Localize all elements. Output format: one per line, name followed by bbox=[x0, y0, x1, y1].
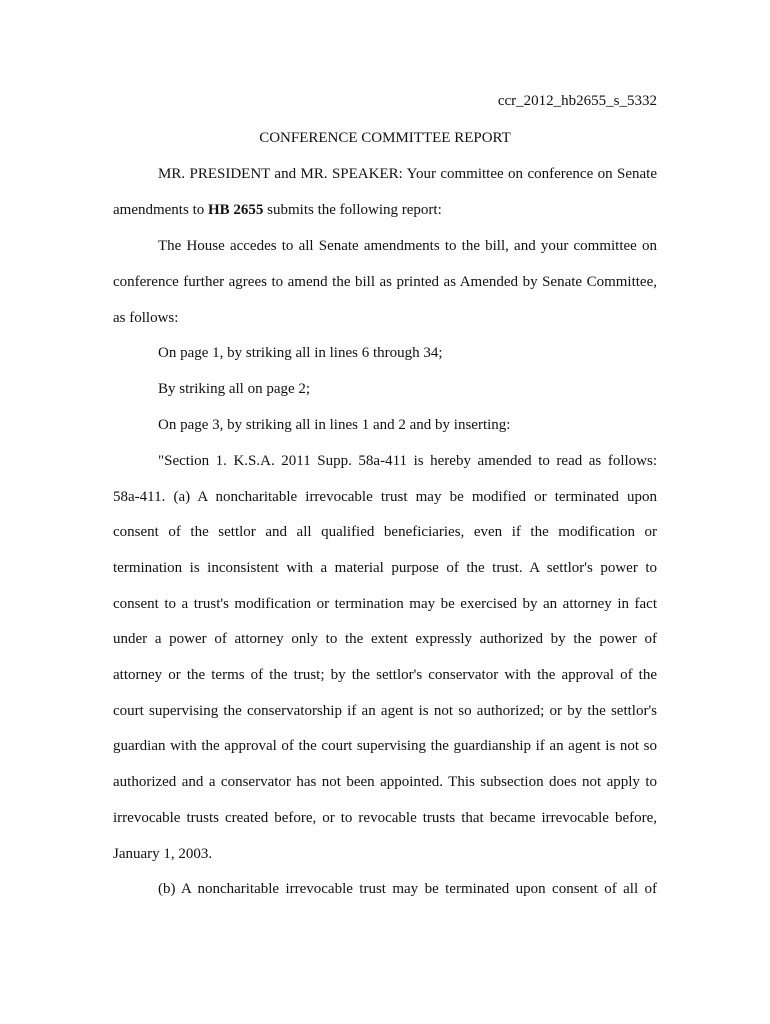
paragraph-line: termination is inconsistent with a material purpose of the trust. A settlor's power to bbox=[113, 560, 657, 576]
paragraph-line: authorized and a conservator has not been appointed. This subsection does not apply to bbox=[113, 774, 657, 790]
paragraph-line: under a power of attorney only to the extent expressly authorized by the power of bbox=[113, 631, 657, 647]
paragraph-line: as follows: bbox=[113, 310, 179, 326]
page-title: CONFERENCE COMMITTEE REPORT bbox=[259, 130, 511, 146]
paragraph-line: conference further agrees to amend the bill as printed as Amended by Senate Committee, bbox=[113, 274, 657, 290]
paragraph-line: January 1, 2003. bbox=[113, 846, 213, 862]
paragraph-line: On page 1, by striking all in lines 6 through 34; bbox=[158, 345, 443, 361]
paragraph-line: guardian with the approval of the court supervising the guardianship if an agent is not so bbox=[113, 738, 657, 754]
text-run: amendments to bbox=[113, 202, 208, 218]
paragraph-line: attorney or the terms of the trust; by the settlor's conservator with the approval of the bbox=[113, 667, 657, 683]
paragraph-line: consent to a trust's modification or termination may be exercised by an attorney in fact bbox=[113, 596, 657, 612]
paragraph-line: The House accedes to all Senate amendments to the bill, and your committee on bbox=[158, 238, 657, 254]
paragraph-line: consent of the settlor and all qualified beneficiaries, even if the modification or bbox=[113, 524, 657, 540]
paragraph-line: "Section 1. K.S.A. 2011 Supp. 58a-411 is hereby amended to read as follows: bbox=[158, 453, 657, 469]
paragraph-line: MR. PRESIDENT and MR. SPEAKER: Your committee on conference on Senate bbox=[158, 166, 657, 182]
document-id: ccr_2012_hb2655_s_5332 bbox=[497, 93, 657, 109]
text-run: submits the following report: bbox=[263, 202, 442, 218]
paragraph-line: 58a-411. (a) A noncharitable irrevocable trust may be modified or terminated upon bbox=[113, 489, 657, 505]
paragraph-line bbox=[113, 202, 442, 219]
paragraph-line: On page 3, by striking all in lines 1 and 2 and by inserting: bbox=[158, 417, 511, 433]
paragraph-line: By striking all on page 2; bbox=[158, 381, 311, 397]
bill-number: HB 2655 bbox=[207, 202, 264, 218]
paragraph-line: irrevocable trusts created before, or to revocable trusts that became irrevocable before, bbox=[113, 810, 657, 826]
paragraph-line: (b) A noncharitable irrevocable trust may be terminated upon consent of all of bbox=[158, 881, 657, 897]
paragraph-line: court supervising the conservatorship if an agent is not so authorized; or by the settlor's bbox=[113, 703, 657, 719]
